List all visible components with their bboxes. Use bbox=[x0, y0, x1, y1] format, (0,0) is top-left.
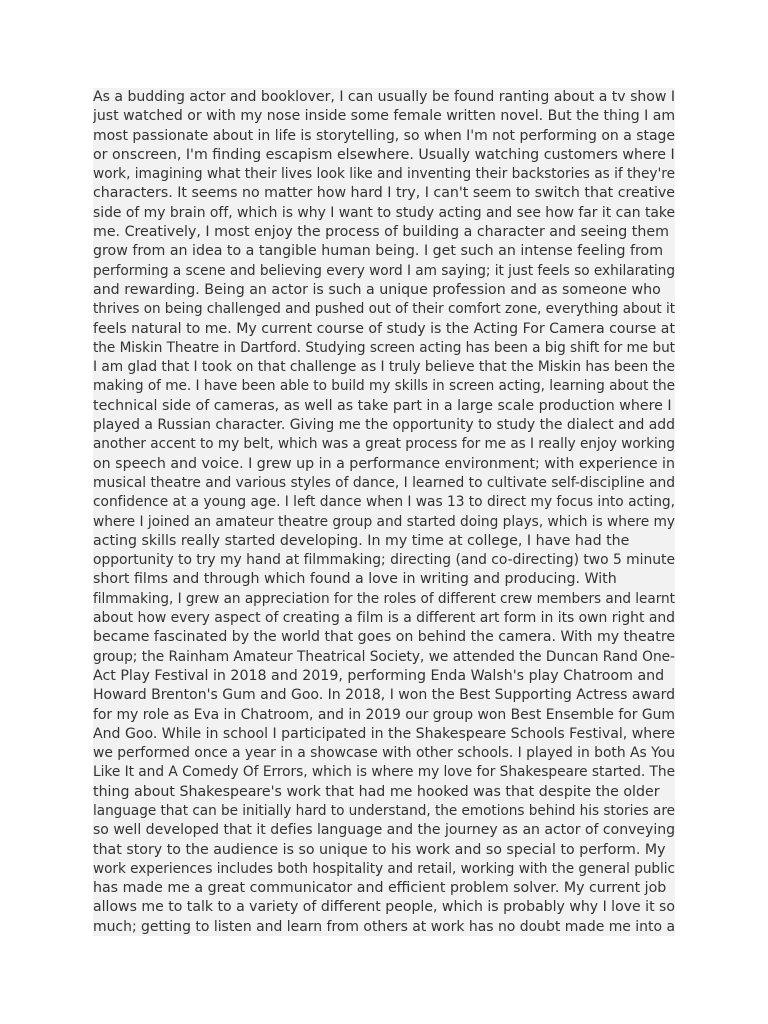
text-line: filmmaking, I grew an appreciation for the roles of different crew members and learnt bbox=[93, 590, 675, 607]
text-line: just watched or with my nose inside some female written novel. But the thing I am bbox=[93, 108, 675, 125]
text-line: Like It and A Comedy Of Errors, which is where my love for Shakespeare started. The bbox=[93, 764, 675, 781]
text-line: another accent to my belt, which was a great process for me as I really enjoy working bbox=[93, 436, 675, 453]
text-line: became fascinated by the world that goes on behind the camera. With my theatre bbox=[93, 629, 675, 646]
text-line: so well developed that it defies language and the journey as an actor of conveying bbox=[93, 822, 675, 839]
text-line: confidence at a young age. I left dance when I was 13 to direct my focus into acting, bbox=[93, 494, 675, 511]
text-line: Act Play Festival in 2018 and 2019, performing Enda Walsh's play Chatroom and bbox=[93, 667, 665, 684]
text-line: that story to the audience is so unique to his work and so special to perform. My bbox=[93, 841, 666, 858]
text-line: or onscreen, I'm finding escapism elsewhere. Usually watching customers where I bbox=[93, 146, 675, 163]
text-line: has made me a great communicator and efficient problem solver. My current job bbox=[93, 880, 667, 897]
text-line: where I joined an amateur theatre group and started doing plays, which is where my bbox=[93, 513, 675, 530]
text-line: opportunity to try my hand at filmmaking; directing (and co-directing) two 5 minute bbox=[93, 552, 675, 569]
text-line: work experiences includes both hospitality and retail, working with the general public bbox=[93, 860, 675, 877]
text-line: on speech and voice. I grew up in a performance environment; with experience in bbox=[93, 455, 675, 472]
text-line: me. Creatively, I most enjoy the process of building a character and seeing them bbox=[93, 224, 669, 241]
text-line: technical side of cameras, as well as take part in a large scale production where I bbox=[93, 397, 672, 414]
text-line: about how every aspect of creating a film is a different art form in its own right and bbox=[93, 610, 675, 627]
text-line: feels natural to me. My current course of study is the Acting For Camera course at bbox=[93, 320, 675, 337]
text-line: acting skills really started developing. In my time at college, I have had the bbox=[93, 532, 630, 549]
text-line: and rewarding. Being an actor is such a unique profession and as someone who bbox=[93, 281, 661, 298]
text-line: most passionate about in life is storytelling, so when I'm not performing on a stage bbox=[93, 127, 675, 144]
text-line: work, imagining what their lives look like and inventing their backstories as if they're bbox=[93, 166, 675, 183]
text-line: grow from an idea to a tangible human being. I get such an intense feeling from bbox=[93, 243, 664, 260]
text-line: As a budding actor and booklover, I can usually be found ranting about a tv show I bbox=[93, 89, 675, 105]
text-line: side of my brain off, which is why I want to study acting and see how far it can take bbox=[93, 204, 675, 221]
text-line: I am glad that I took on that challenge as I truly believe that the Miskin has been the bbox=[93, 359, 675, 376]
text-line: thing about Shakespeare's work that had me hooked was that despite the older bbox=[93, 783, 660, 800]
text-line: language that can be initially hard to understand, the emotions behind his stories are bbox=[93, 802, 675, 819]
personal-statement-text bbox=[93, 88, 675, 936]
text-line: thrives on being challenged and pushed out of their comfort zone, everything about it bbox=[93, 301, 675, 318]
text-line: we performed once a year in a showcase with other schools. I played in both As You bbox=[93, 745, 675, 762]
text-line: played a Russian character. Giving me the opportunity to study the dialect and add bbox=[93, 417, 675, 434]
text-line: much; getting to listen and learn from others at work has no doubt made me into a bbox=[93, 918, 675, 935]
statement-paragraph bbox=[93, 88, 675, 936]
text-line: making of me. I have been able to build my skills in screen acting, learning about the bbox=[93, 378, 675, 395]
text-line: short films and through which found a love in writing and producing. With bbox=[93, 571, 617, 588]
text-line: the Miskin Theatre in Dartford. Studying screen acting has been a big shift for me but bbox=[93, 339, 675, 356]
text-line: group; the Rainham Amateur Theatrical Society, we attended the Duncan Rand One- bbox=[93, 648, 675, 665]
text-line: performing a scene and believing every word I am saying; it just feels so exhilarating bbox=[93, 262, 675, 279]
text-line: Howard Brenton's Gum and Goo. In 2018, I won the Best Supporting Actress award bbox=[93, 687, 675, 704]
text-line: musical theatre and various styles of dance, I learned to cultivate self-discipline and bbox=[93, 474, 675, 491]
text-line: for my role as Eva in Chatroom, and in 2019 our group won Best Ensemble for Gum bbox=[93, 706, 675, 723]
text-line: characters. It seems no matter how hard I try, I can't seem to switch that creative bbox=[93, 185, 675, 202]
text-line: And Goo. While in school I participated in the Shakespeare Schools Festival, where bbox=[93, 725, 675, 742]
text-line: allows me to talk to a variety of different people, which is probably why I love it so bbox=[93, 899, 675, 916]
